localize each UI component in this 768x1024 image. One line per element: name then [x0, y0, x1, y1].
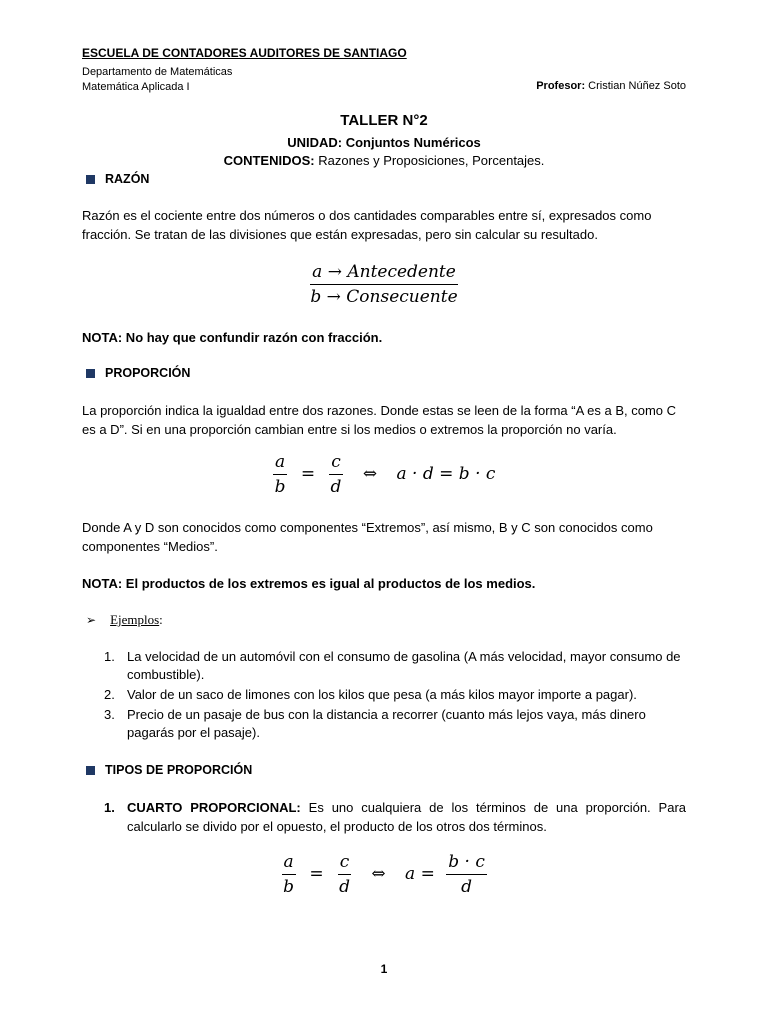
list-text: La velocidad de un automóvil con el consumo de gasolina (A más velocidad, mayor consumo de combustible).	[127, 649, 681, 682]
list-number: 3.	[104, 707, 115, 722]
section-proporcion-heading	[86, 366, 190, 380]
arrow-bullet-icon: ➢	[86, 612, 97, 627]
frac-den: d	[461, 877, 472, 897]
equals-sign: =	[309, 864, 324, 884]
formula-numerator: a → Antecedente	[310, 262, 458, 285]
list-number: 2.	[104, 687, 115, 702]
section-heading-text: TIPOS DE PROPORCIÓN	[105, 763, 253, 777]
list-text: Precio de un pasaje de bus con la distancia a recorrer (cuanto más lejos vaya, más dinero pagarás por el pasaje).	[127, 707, 646, 740]
department: Departamento de Matemáticas	[82, 66, 233, 78]
frac-den: b	[274, 477, 286, 497]
ejemplos-list	[82, 648, 686, 742]
item-text: Es uno cualquiera de los términos de una proporción. Para calcularlo se divido por el opuesto, el producto de los otros dos términos.	[127, 800, 686, 834]
page-number: 1	[380, 962, 388, 976]
unit-value: Conjuntos Numéricos	[345, 135, 481, 150]
list-item	[82, 648, 686, 684]
professor	[536, 80, 686, 92]
iff-icon: ⇔	[362, 464, 378, 484]
contents-line	[0, 153, 768, 168]
section-razon-heading	[86, 172, 149, 186]
frac-num: a	[282, 852, 296, 875]
proporcion-components: Donde A y D son conocidos como componentes “Extremos”, así mismo, B y C son conocidos como componentes “Medios”.	[82, 520, 653, 554]
list-number: 1.	[104, 800, 115, 815]
unit-label: UNIDAD:	[287, 135, 343, 150]
formula-rhs: a · d = b · c	[396, 464, 496, 484]
list-item	[82, 686, 686, 704]
section-heading-text: RAZÓN	[105, 172, 150, 186]
formula-lhs: a =	[405, 864, 435, 884]
razon-formula	[0, 262, 768, 307]
square-bullet-icon	[86, 766, 95, 775]
razon-note: NOTA: No hay que confundir razón con fracción.	[82, 330, 383, 345]
equals-sign: =	[300, 464, 316, 484]
ejemplos-heading	[86, 612, 163, 628]
course: Matemática Aplicada I	[82, 81, 190, 93]
unit-line	[0, 135, 768, 150]
contents-label: CONTENIDOS:	[223, 153, 315, 168]
razon-definition: Razón es el cociente entre dos números o dos cantidades comparables entre sí, expresados como fracción. Se tratan de las divisiones que están expresadas, pero sin calcular su resultado.	[82, 208, 652, 242]
cuarto-proporcional-item	[82, 798, 686, 836]
square-bullet-icon	[86, 369, 95, 378]
list-item	[82, 706, 686, 742]
item-label: CUARTO PROPORCIONAL:	[127, 800, 301, 815]
frac-den: d	[330, 477, 342, 497]
professor-label: Profesor:	[536, 80, 586, 92]
frac-num: c	[338, 852, 352, 875]
ratio-fraction	[308, 262, 459, 307]
fraction-c-d	[337, 852, 352, 897]
square-bullet-icon	[86, 175, 95, 184]
section-tipos-heading	[86, 763, 252, 777]
frac-num: a	[273, 452, 287, 475]
list-item	[82, 798, 686, 836]
list-text: Valor de un saco de limones con los kilos que pesa (a más kilos mayor importe a pagar).	[127, 687, 637, 702]
frac-den: b	[283, 877, 295, 897]
fraction-a-b	[273, 452, 288, 497]
proporcion-definition: La proporción indica la igualdad entre dos razones. Donde estas se leen de la forma “A es a B, como C es a D”. Si en una proporción cambian entre si los medios o extremos la proporción no varía.	[82, 403, 677, 437]
page-title: TALLER N°2	[340, 112, 428, 129]
iff-icon: ⇔	[371, 864, 386, 884]
ejemplos-label: Ejemplos	[110, 612, 160, 627]
proporcion-note: NOTA: El productos de los extremos es igual al productos de los medios.	[82, 576, 536, 591]
frac-den: d	[339, 877, 350, 897]
frac-num: c	[329, 452, 343, 475]
fraction-bc-d	[446, 852, 487, 897]
professor-name: Cristian Núñez Soto	[588, 80, 686, 92]
section-heading-text: PROPORCIÓN	[105, 366, 191, 380]
contents-value: Razones y Proposiciones, Porcentajes.	[318, 153, 545, 168]
proporcion-formula	[0, 452, 768, 497]
school-name: ESCUELA DE CONTADORES AUDITORES DE SANTIAGO	[82, 46, 407, 60]
fraction-a-b	[281, 852, 296, 897]
cuarto-formula	[0, 852, 768, 897]
ejemplos-colon: :	[159, 612, 163, 627]
fraction-c-d	[329, 452, 344, 497]
formula-denominator: b → Consecuente	[310, 287, 458, 307]
list-number: 1.	[104, 649, 115, 664]
frac-num: b · c	[446, 852, 487, 875]
